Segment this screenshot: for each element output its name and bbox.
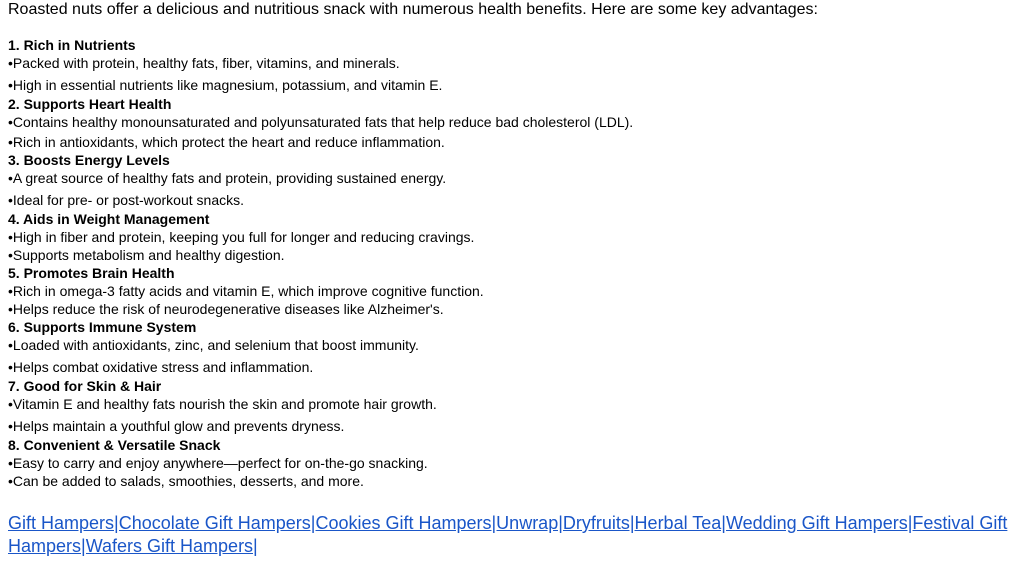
section-heading: 8. Convenient & Versatile Snack (8, 437, 221, 453)
bullet-item: •Can be added to salads, smoothies, desserts, and more. (8, 473, 364, 489)
section-heading: 2. Supports Heart Health (8, 96, 172, 112)
bullet-item: •High in fiber and protein, keeping you full for longer and reducing cravings. (8, 229, 475, 245)
bullet-item: •Helps combat oxidative stress and inflammation. (8, 359, 314, 375)
bullet-item: •Helps maintain a youthful glow and prevents dryness. (8, 418, 345, 434)
gift-hampers-link[interactable]: Gift Hampers|Chocolate Gift Hampers|Cookies Gift Hampers|Unwrap|Dryfruits|Herbal Tea|Wedding Gift Hampers|Festival Gift Hampers|Wafers Gift Hampers| (8, 513, 1008, 556)
bullet-item: •Vitamin E and healthy fats nourish the skin and promote hair growth. (8, 396, 437, 412)
section-heading: 5. Promotes Brain Health (8, 265, 175, 281)
gift-hampers-links (8, 512, 1008, 558)
bullet-item: •A great source of healthy fats and protein, providing sustained energy. (8, 170, 447, 186)
section-heading: 4. Aids in Weight Management (8, 211, 210, 227)
section-heading: 1. Rich in Nutrients (8, 37, 136, 53)
section-heading: 3. Boosts Energy Levels (8, 152, 170, 168)
bullet-item: •Ideal for pre- or post-workout snacks. (8, 192, 244, 208)
bullet-item: •Contains healthy monounsaturated and polyunsaturated fats that help reduce bad cholesterol (LDL). (8, 114, 634, 130)
bullet-item: •Rich in antioxidants, which protect the heart and reduce inflammation. (8, 134, 445, 150)
bullet-item: •Rich in omega-3 fatty acids and vitamin E, which improve cognitive function. (8, 283, 484, 299)
bullet-item: •High in essential nutrients like magnesium, potassium, and vitamin E. (8, 77, 443, 93)
bullet-item: •Easy to carry and enjoy anywhere—perfect for on-the-go snacking. (8, 455, 428, 471)
bullet-item: •Packed with protein, healthy fats, fiber, vitamins, and minerals. (8, 55, 400, 71)
bullet-item: •Helps reduce the risk of neurodegenerative diseases like Alzheimer's. (8, 301, 444, 317)
bullet-item: •Supports metabolism and healthy digestion. (8, 247, 285, 263)
section-heading: 7. Good for Skin & Hair (8, 378, 162, 394)
intro-text: Roasted nuts offer a delicious and nutritious snack with numerous health benefits. Here are some key advantages: (8, 1, 818, 18)
section-heading: 6. Supports Immune System (8, 319, 197, 335)
bullet-item: •Loaded with antioxidants, zinc, and selenium that boost immunity. (8, 337, 419, 353)
